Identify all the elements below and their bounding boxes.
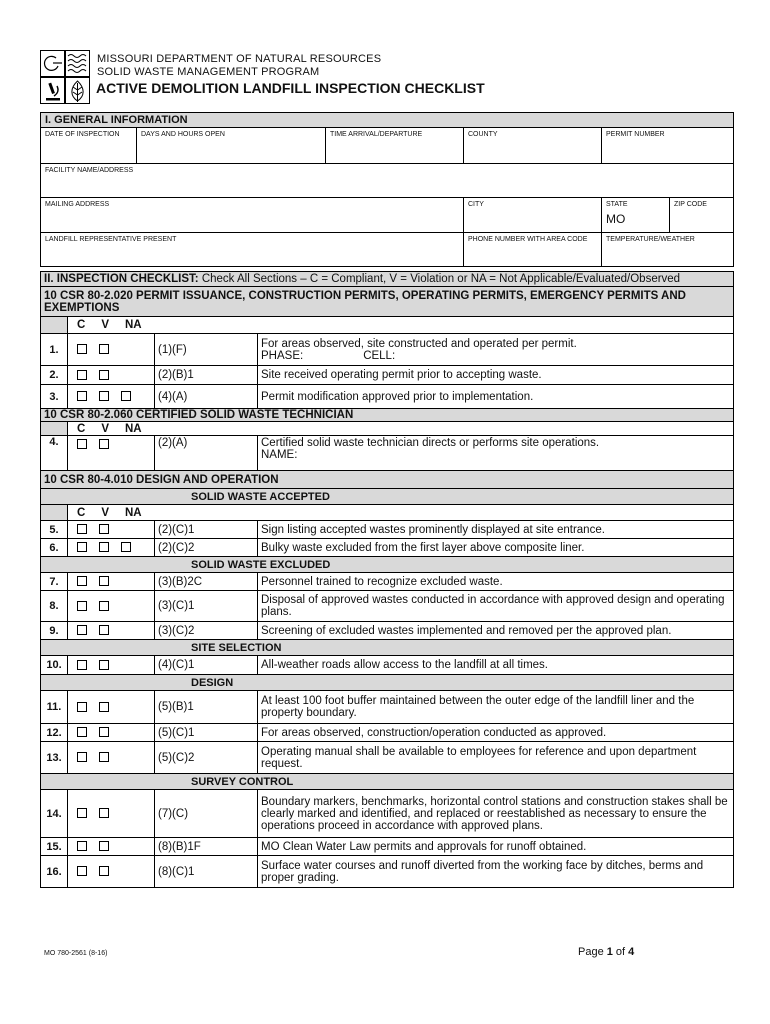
cell-label: CELL: xyxy=(363,349,396,362)
mailing-address-field[interactable] xyxy=(41,198,464,233)
checklist-item-9 xyxy=(41,622,734,640)
subsection-solid-waste-accepted: SOLID WASTE ACCEPTED xyxy=(41,489,734,505)
violation-checkbox[interactable] xyxy=(99,727,109,737)
compliant-checkbox[interactable] xyxy=(77,727,87,737)
microscope-icon xyxy=(46,83,60,101)
phone-number-field[interactable] xyxy=(464,233,602,267)
not-applicable-checkbox[interactable] xyxy=(121,542,131,552)
inspection-checklist-heading xyxy=(41,272,734,287)
violation-checkbox[interactable] xyxy=(99,524,109,534)
not-applicable-checkbox[interactable] xyxy=(121,391,131,401)
zip-code-field[interactable] xyxy=(670,198,734,233)
column-headings: C V NA xyxy=(68,505,734,521)
checklist-item-16 xyxy=(41,856,734,888)
item-reference: (2)(C)2 xyxy=(155,539,258,557)
item-number: 13. xyxy=(41,742,68,774)
dnr-logo xyxy=(40,50,90,104)
compliant-checkbox[interactable] xyxy=(77,866,87,876)
date-of-inspection-label: DATE OF INSPECTION xyxy=(45,131,120,138)
compliant-checkbox[interactable] xyxy=(77,391,87,401)
checklist-item-13 xyxy=(41,742,734,774)
subsection-design: DESIGN xyxy=(41,675,734,691)
violation-checkbox[interactable] xyxy=(99,625,109,635)
item-number: 12. xyxy=(41,724,68,742)
facility-name-address-field[interactable] xyxy=(41,164,734,198)
item-description: Personnel trained to recognize excluded waste. xyxy=(258,573,734,591)
violation-checkbox[interactable] xyxy=(99,660,109,670)
violation-checkbox[interactable] xyxy=(99,542,109,552)
violation-checkbox[interactable] xyxy=(99,808,109,818)
general-information-heading: I. GENERAL INFORMATION xyxy=(41,113,734,128)
checklist-item-3 xyxy=(41,385,734,409)
permit-number-label: PERMIT NUMBER xyxy=(606,131,665,138)
water-icon xyxy=(68,55,86,73)
item-number: 6. xyxy=(41,539,68,557)
item-number: 16. xyxy=(41,856,68,888)
date-of-inspection-field[interactable] xyxy=(41,128,137,164)
item-reference: (2)(B)1 xyxy=(155,366,258,385)
item-reference: (3)(C)2 xyxy=(155,622,258,640)
program-name: SOLID WASTE MANAGEMENT PROGRAM xyxy=(97,66,320,78)
column-headings: C V NA xyxy=(68,317,734,334)
violation-checkbox[interactable] xyxy=(99,601,109,611)
department-name: MISSOURI DEPARTMENT OF NATURAL RESOURCES xyxy=(97,53,382,65)
temperature-weather-field[interactable] xyxy=(602,233,734,267)
item-number: 15. xyxy=(41,838,68,856)
item-reference: (1)(F) xyxy=(155,334,258,366)
item-reference: (3)(B)2C xyxy=(155,573,258,591)
compliant-checkbox[interactable] xyxy=(77,439,87,449)
county-label: COUNTY xyxy=(468,131,498,138)
sun-icon xyxy=(45,56,62,70)
item-reference: (4)(C)1 xyxy=(155,656,258,675)
checklist-item-8 xyxy=(41,591,734,622)
item-description: Permit modification approved prior to implementation. xyxy=(258,385,734,409)
item-reference: (2)(C)1 xyxy=(155,521,258,539)
item-description: Screening of excluded wastes implemented and removed per the approved plan. xyxy=(258,622,734,640)
item-description: Surface water courses and runoff diverted from the working face by ditches, berms and proper grading. xyxy=(258,856,734,888)
violation-checkbox[interactable] xyxy=(99,370,109,380)
item-number: 10. xyxy=(41,656,68,675)
violation-checkbox[interactable] xyxy=(99,391,109,401)
item-reference: (3)(C)1 xyxy=(155,591,258,622)
form-title: ACTIVE DEMOLITION LANDFILL INSPECTION CHECKLIST xyxy=(96,80,485,96)
name-label: NAME: xyxy=(261,449,298,461)
page-total: 4 xyxy=(628,946,635,958)
item-description: Boundary markers, benchmarks, horizontal control stations and construction stakes shall be clearly marked and identified, and replaced or reestablished as necessary to ensure the operations proceed in accordance with approved plans. xyxy=(258,790,734,838)
leaf-icon xyxy=(72,81,83,102)
item-description: For areas observed, site constructed and operated per permit. PHASE: CELL: xyxy=(258,334,734,366)
section-certified-technician: 10 CSR 80-2.060 CERTIFIED SOLID WASTE TECHNICIAN xyxy=(41,409,734,422)
checklist-item-6 xyxy=(41,539,734,557)
compliant-checkbox[interactable] xyxy=(77,542,87,552)
compliant-checkbox[interactable] xyxy=(77,702,87,712)
violation-checkbox[interactable] xyxy=(99,752,109,762)
item-description: Disposal of approved wastes conducted in accordance with approved design and operating plans. xyxy=(258,591,734,622)
item-reference: (5)(B)1 xyxy=(155,691,258,724)
compliant-checkbox[interactable] xyxy=(77,370,87,380)
facility-name-address-label: FACILITY NAME/ADDRESS xyxy=(45,167,134,174)
city-field[interactable] xyxy=(464,198,602,233)
checklist-item-2 xyxy=(41,366,734,385)
item-number: 3. xyxy=(41,385,68,409)
days-hours-open-label: DAYS AND HOURS OPEN xyxy=(141,131,225,138)
state-label: STATE xyxy=(606,201,628,208)
phone-number-label: PHONE NUMBER WITH AREA CODE xyxy=(468,236,588,243)
general-information-table xyxy=(40,112,734,267)
item-number: 7. xyxy=(41,573,68,591)
section-design-operation: 10 CSR 80-4.010 DESIGN AND OPERATION xyxy=(41,471,734,489)
compliant-checkbox[interactable] xyxy=(77,576,87,586)
checklist-item-15 xyxy=(41,838,734,856)
time-arrival-departure-label: TIME ARRIVAL/DEPARTURE xyxy=(330,131,423,138)
phase-label: PHASE: xyxy=(261,349,304,362)
item-reference: (5)(C)2 xyxy=(155,742,258,774)
item-reference: (7)(C) xyxy=(155,790,258,838)
checklist-item-5 xyxy=(41,521,734,539)
item-description: At least 100 foot buffer maintained between the outer edge of the landfill liner and the property boundary. xyxy=(258,691,734,724)
page-number: 1 xyxy=(606,946,613,958)
violation-checkbox[interactable] xyxy=(99,702,109,712)
item-description: Certified solid waste technician directs or performs site operations. NAME: xyxy=(258,436,734,471)
inspection-checklist-table xyxy=(40,271,734,888)
temperature-weather-label: TEMPERATURE/WEATHER xyxy=(606,236,695,243)
checklist-item-4 xyxy=(41,436,734,471)
compliant-checkbox[interactable] xyxy=(77,841,87,851)
violation-checkbox[interactable] xyxy=(99,344,109,354)
checklist-item-12 xyxy=(41,724,734,742)
item-reference: (4)(A) xyxy=(155,385,258,409)
item-description: Bulky waste excluded from the first layer above composite liner. xyxy=(258,539,734,557)
compliant-checkbox[interactable] xyxy=(77,625,87,635)
item-description: MO Clean Water Law permits and approvals for runoff obtained. xyxy=(258,838,734,856)
item-description: Sign listing accepted wastes prominently displayed at site entrance. xyxy=(258,521,734,539)
item-number: 8. xyxy=(41,591,68,622)
county-field[interactable] xyxy=(464,128,602,164)
item-number: 4. xyxy=(41,436,68,471)
compliant-checkbox[interactable] xyxy=(77,808,87,818)
violation-checkbox[interactable] xyxy=(99,576,109,586)
city-label: CITY xyxy=(468,201,484,208)
item-description: Site received operating permit prior to accepting waste. xyxy=(258,366,734,385)
compliant-checkbox[interactable] xyxy=(77,524,87,534)
state-field[interactable] xyxy=(602,198,670,233)
item-reference: (8)(B)1F xyxy=(155,838,258,856)
item-reference: (8)(C)1 xyxy=(155,856,258,888)
item-description: Operating manual shall be available to employees for reference and upon department request. xyxy=(258,742,734,774)
zip-code-label: ZIP CODE xyxy=(674,201,707,208)
violation-checkbox[interactable] xyxy=(99,866,109,876)
item-number: 1. xyxy=(41,334,68,366)
violation-checkbox[interactable] xyxy=(99,439,109,449)
mailing-address-label: MAILING ADDRESS xyxy=(45,201,110,208)
item-description: All-weather roads allow access to the landfill at all times. xyxy=(258,656,734,675)
compliant-checkbox[interactable] xyxy=(77,601,87,611)
section-permit-issuance: 10 CSR 80-2.020 PERMIT ISSUANCE, CONSTRUCTION PERMITS, OPERATING PERMITS, EMERGENCY PERMITS AND EXEMPTIONS xyxy=(41,287,734,317)
checklist-item-14 xyxy=(41,790,734,838)
checklist-item-11 xyxy=(41,691,734,724)
subsection-site-selection: SITE SELECTION xyxy=(41,640,734,656)
item-number: 9. xyxy=(41,622,68,640)
inspection-checklist-title: II. INSPECTION CHECKLIST: xyxy=(44,273,199,285)
days-hours-open-field[interactable] xyxy=(137,128,326,164)
checklist-item-10 xyxy=(41,656,734,675)
item-reference: (5)(C)1 xyxy=(155,724,258,742)
compliant-checkbox[interactable] xyxy=(77,344,87,354)
item-number: 2. xyxy=(41,366,68,385)
item-description: For areas observed, construction/operation conducted as approved. xyxy=(258,724,734,742)
permit-number-field[interactable] xyxy=(602,128,734,164)
item-reference: (2)(A) xyxy=(155,436,258,471)
violation-checkbox[interactable] xyxy=(99,841,109,851)
checklist-item-7 xyxy=(41,573,734,591)
landfill-representative-label: LANDFILL REPRESENTATIVE PRESENT xyxy=(45,236,177,243)
item-number: 14. xyxy=(41,790,68,838)
subsection-solid-waste-excluded: SOLID WASTE EXCLUDED xyxy=(41,557,734,573)
item-number: 11. xyxy=(41,691,68,724)
subsection-survey-control: SURVEY CONTROL xyxy=(41,774,734,790)
page-indicator: Page 1 of 4 xyxy=(578,946,635,958)
landfill-representative-field[interactable] xyxy=(41,233,464,267)
time-arrival-departure-field[interactable] xyxy=(326,128,464,164)
compliant-checkbox[interactable] xyxy=(77,752,87,762)
compliant-checkbox[interactable] xyxy=(77,660,87,670)
item-number: 5. xyxy=(41,521,68,539)
form-number: MO 780-2561 (8-16) xyxy=(44,950,108,957)
checklist-item-1 xyxy=(41,334,734,366)
inspection-checklist-instructions: Check All Sections – C = Compliant, V = Violation or NA = Not Applicable/Evaluated/Observed xyxy=(198,273,681,285)
state-value: MO xyxy=(606,212,626,226)
column-headings: C V NA xyxy=(68,422,734,436)
